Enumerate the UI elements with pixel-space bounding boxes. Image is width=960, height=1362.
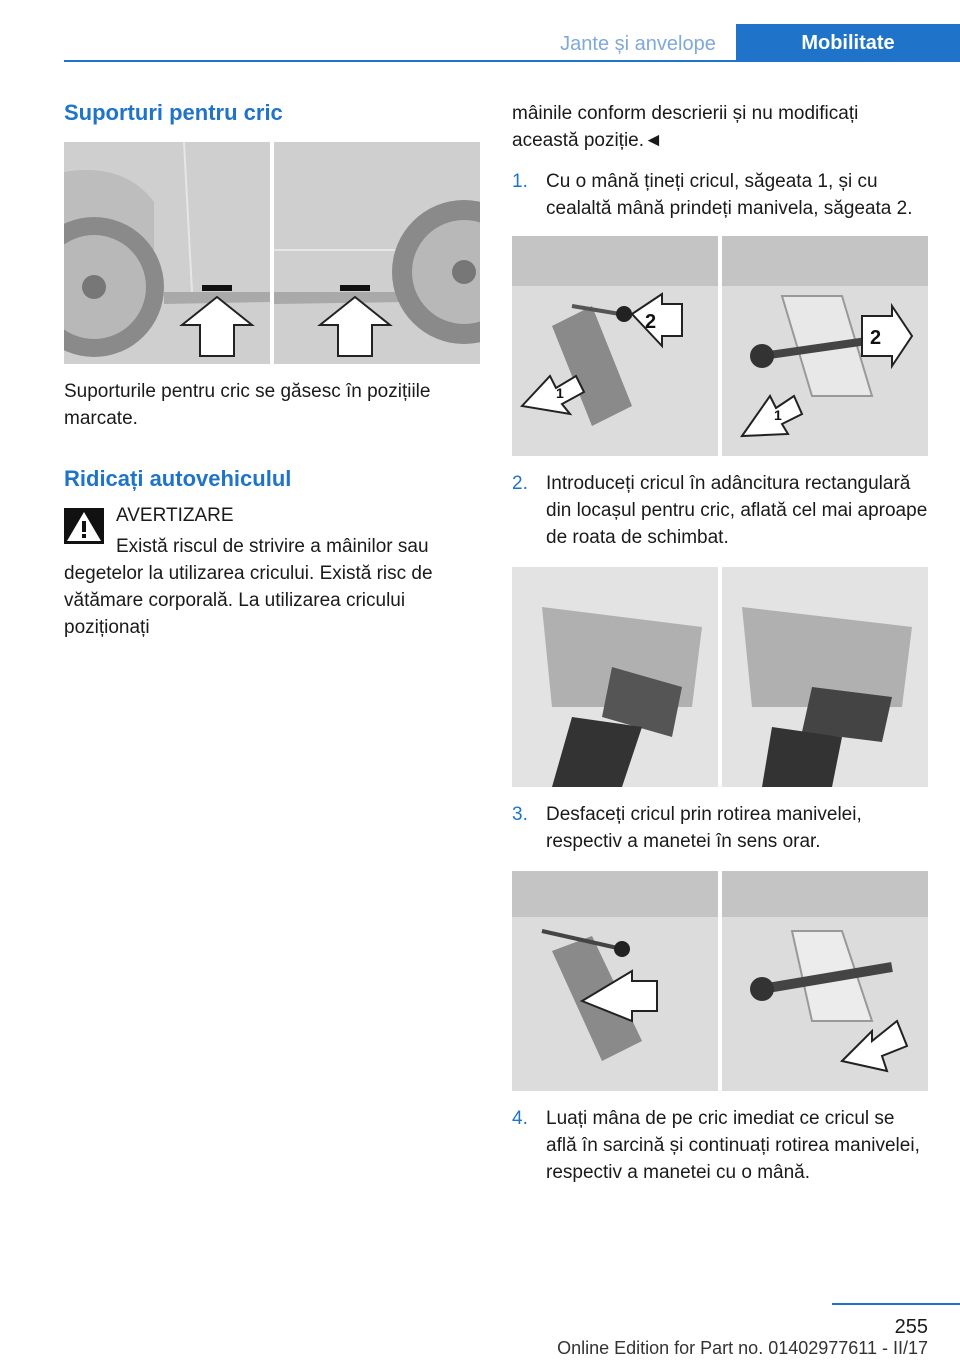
step-number: 2. [512,473,528,494]
jack-points-figure [64,142,480,364]
warning-block [64,502,480,641]
arrow-label: 1 [774,407,782,423]
section-heading-raise-vehicle: Ridicați autovehiculul [64,466,292,491]
header-chapter-tab[interactable]: Mobilitate [736,24,960,62]
jack-crank-figure [512,871,928,1091]
jack-crank-illustration [512,871,928,1091]
right-column [512,100,928,1186]
jack-insert-illustration [512,567,928,787]
step-1 [512,168,928,222]
warning-triangle-icon [64,508,104,544]
edition-footer: Online Edition for Part no. 01402977611 - II/17 [557,1338,928,1358]
jack-insert-figure [512,567,928,787]
warning-title: AVERTIZARE [116,505,234,526]
step-2 [512,470,928,551]
step-3 [512,801,928,855]
arrow-label: 1 [556,385,564,401]
page-number: 255 [894,1316,928,1338]
warning-text: Există riscul de strivire a mâinilor sau degetelor la utilizarea cricului. Există risc de vătămare corporală. La utilizarea cricului poziționați [64,536,433,638]
header-rule [64,60,960,62]
step-text: Luați mâna de pe cric imediat ce cricul se află în sarcină și continuați rotirea manivelei, respectiv a manetei cu o mână. [546,1108,920,1183]
car-sill-illustration [64,142,480,364]
jack-hold-illustration [512,236,928,456]
step-text: Desfaceți cricul prin rotirea manivelei, respectiv a manetei în sens orar. [546,804,862,852]
step-number: 3. [512,804,528,825]
arrow-label: 2 [870,327,882,349]
jack-points-paragraph: Suporturile pentru cric se găsesc în pozițiile marcate. [64,381,431,429]
step-number: 1. [512,171,528,192]
section-heading-jack-points: Suporturi pentru cric [64,100,283,125]
step-text: Cu o mână țineți cricul, săgeata 1, și cu cealaltă mână prindeți manivela, săgeata 2. [546,171,913,219]
step-number: 4. [512,1108,528,1129]
arrow-label: 2 [645,311,657,333]
step-text: Introduceți cricul în adâncitura rectangulară din locașul pentru cric, aflată cel mai aproape de roata de schimbat. [546,473,928,548]
step-4 [512,1105,928,1186]
jack-hold-figure [512,236,928,456]
footer-rule [832,1303,960,1305]
left-column [64,100,480,641]
warning-continuation: mâinile conform descrierii și nu modificați această poziție.◄ [512,103,859,151]
header-section-label[interactable]: Jante și anvelope [560,33,716,55]
